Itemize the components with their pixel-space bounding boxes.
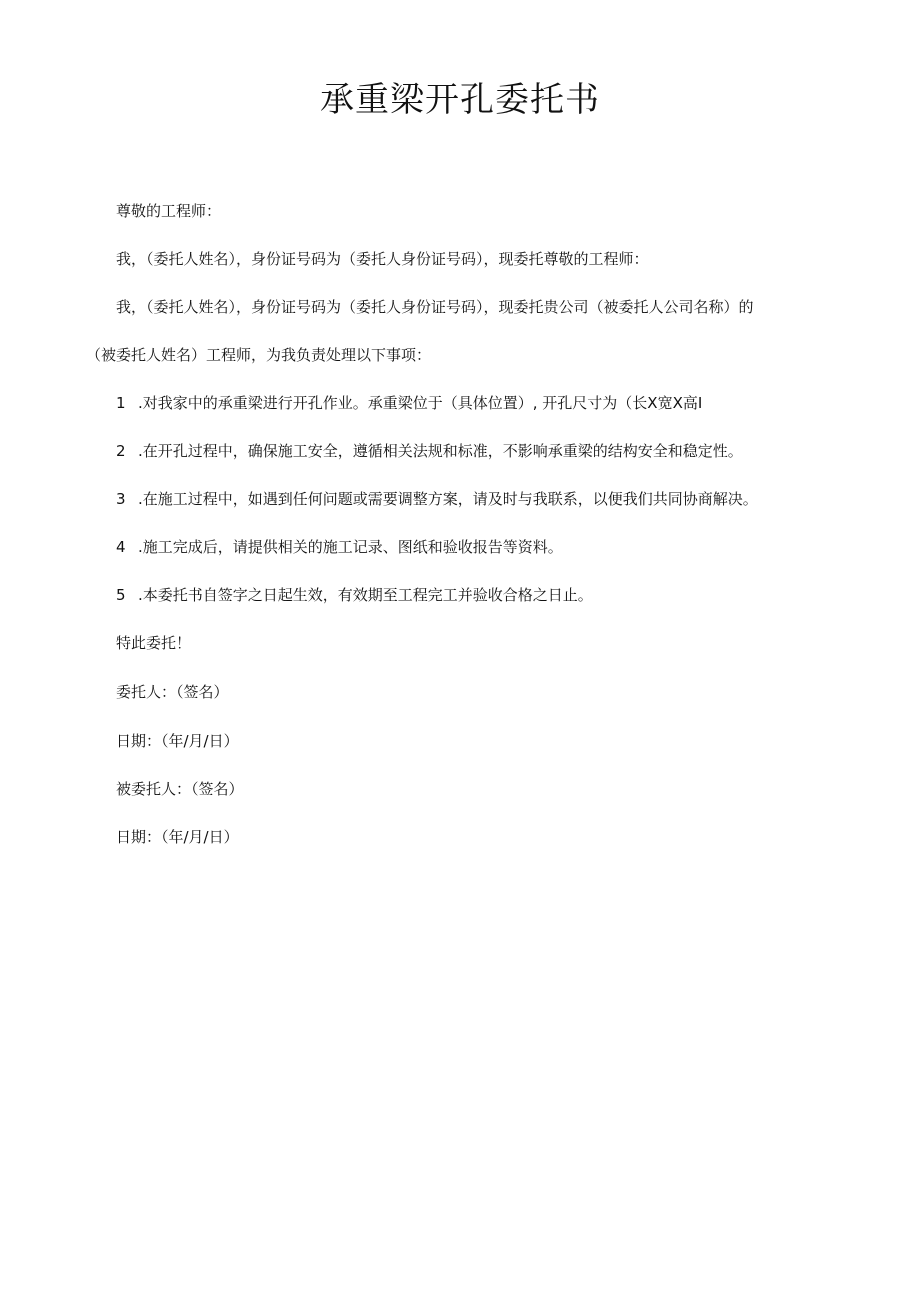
list-item-number: 4 [116,538,126,556]
list-item-number: 1 [116,394,126,412]
principal-signature: 委托人：（签名） [116,683,229,701]
list-item [116,537,563,557]
agent-signature: 被委托人：（签名） [116,780,244,798]
agent-date: 日期：（年/月/日） [116,828,239,846]
paragraph-2-line-2: （被委托人姓名）工程师，为我负责处理以下事项： [86,346,432,364]
list-item-text: .对我家中的承重梁进行开孔作业。承重梁位于（具体位置）, 开孔尺寸为（长X宽X高I [138,394,703,412]
document-title: 承重梁开孔委托书 [320,80,600,120]
paragraph-1: 我，（委托人姓名），身份证号码为（委托人身份证号码），现委托尊敬的工程师： [116,250,649,268]
list-item-number: 2 [116,442,126,460]
principal-date: 日期：（年/月/日） [116,732,239,750]
salutation: 尊敬的工程师： [116,202,222,220]
list-item-text: .在施工过程中，如遇到任何问题或需要调整方案，请及时与我联系，以便我们共同协商解决。 [138,490,758,508]
list-item-text: .在开孔过程中，确保施工安全，遵循相关法规和标准，不影响承重梁的结构安全和稳定性。 [138,442,743,460]
paragraph-2-line-1: 我，（委托人姓名），身份证号码为（委托人身份证号码），现委托贵公司（被委托人公司名称）的 [116,298,754,316]
list-item [116,393,702,413]
list-item [116,441,743,461]
list-item [116,489,758,509]
list-item-text: .施工完成后，请提供相关的施工记录、图纸和验收报告等资料。 [138,538,563,556]
list-item-number: 3 [116,490,126,508]
list-item [116,585,593,605]
closing-text: 特此委托！ [116,634,192,652]
list-item-text: .本委托书自签字之日起生效，有效期至工程完工并验收合格之日止。 [138,586,593,604]
list-item-number: 5 [116,586,126,604]
